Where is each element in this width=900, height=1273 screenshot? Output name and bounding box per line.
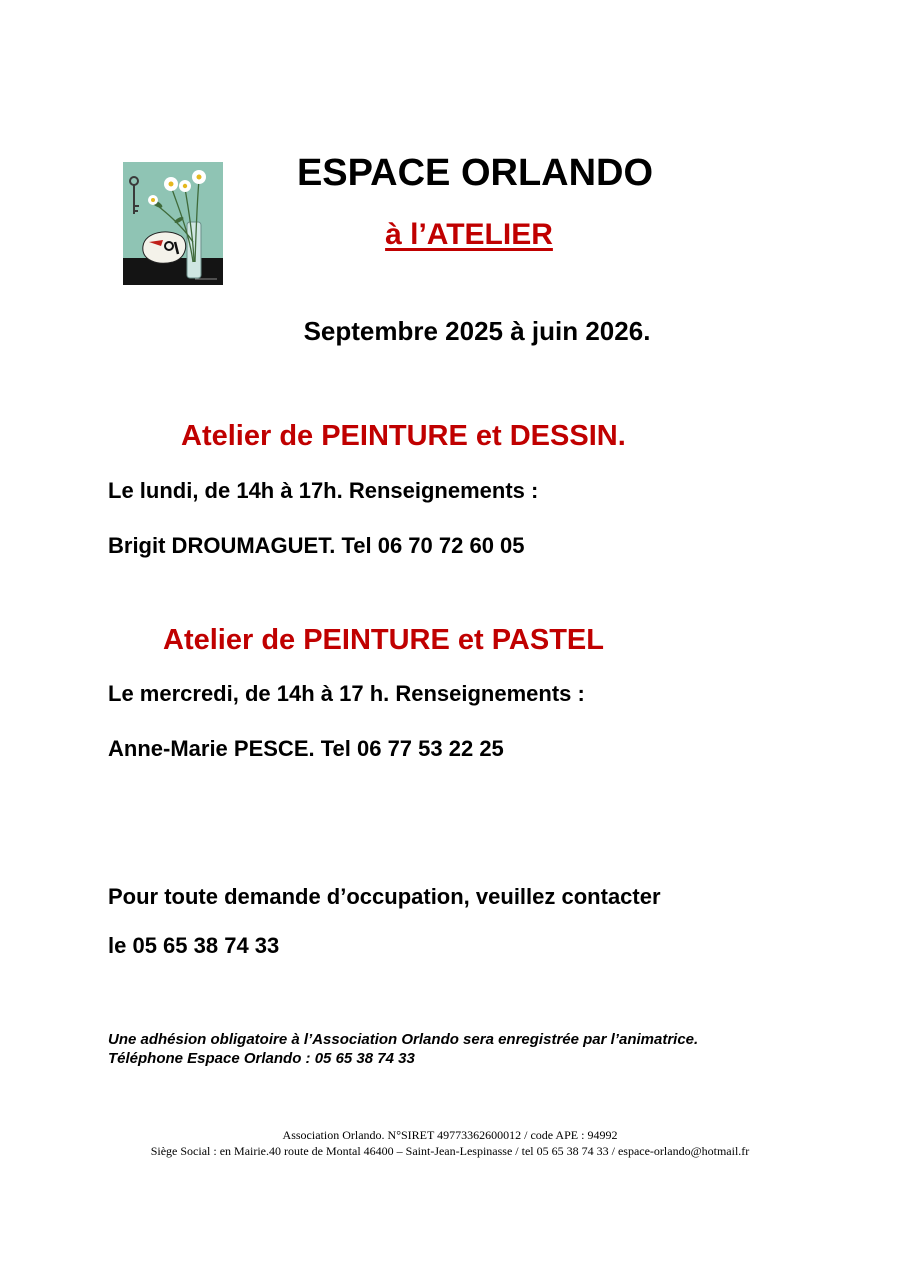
section-schedule-pastel: Le mercredi, de 14h à 17 h. Renseignements : bbox=[108, 681, 585, 706]
season-period: Septembre 2025 à juin 2026. bbox=[303, 316, 651, 346]
section-title-drawing: Atelier de PEINTURE et DESSIN. bbox=[181, 420, 626, 452]
footer-address: Siège Social : en Mairie.40 route de Montal 46400 – Saint-Jean-Lespinasse / tel 05 65 38 74 33 / espace-orlando@hotmail.fr bbox=[150, 1144, 750, 1158]
section-contact-pastel: Anne-Marie PESCE. Tel 06 77 53 22 25 bbox=[108, 736, 504, 761]
footer-association-info: Association Orlando. N°SIRET 49773362600012 / code APE : 94992 bbox=[282, 1128, 618, 1142]
espace-phone-note: Téléphone Espace Orlando : 05 65 38 74 33 bbox=[108, 1050, 415, 1067]
page-subtitle-text: à l’ATELIER bbox=[385, 218, 553, 251]
occupation-request-text: Pour toute demande d’occupation, veuillez contacter bbox=[108, 884, 661, 909]
section-contact-drawing: Brigit DROUMAGUET. Tel 06 70 72 60 05 bbox=[108, 533, 525, 558]
page-subtitle bbox=[0, 216, 900, 254]
section-title-pastel: Atelier de PEINTURE et PASTEL bbox=[163, 624, 604, 656]
page-title: ESPACE ORLANDO bbox=[296, 152, 654, 194]
occupation-phone: le 05 65 38 74 33 bbox=[108, 933, 280, 958]
membership-note: Une adhésion obligatoire à l’Association Orlando sera enregistrée par l’animatrice. bbox=[108, 1031, 699, 1048]
section-schedule-drawing: Le lundi, de 14h à 17h. Renseignements : bbox=[108, 478, 539, 503]
